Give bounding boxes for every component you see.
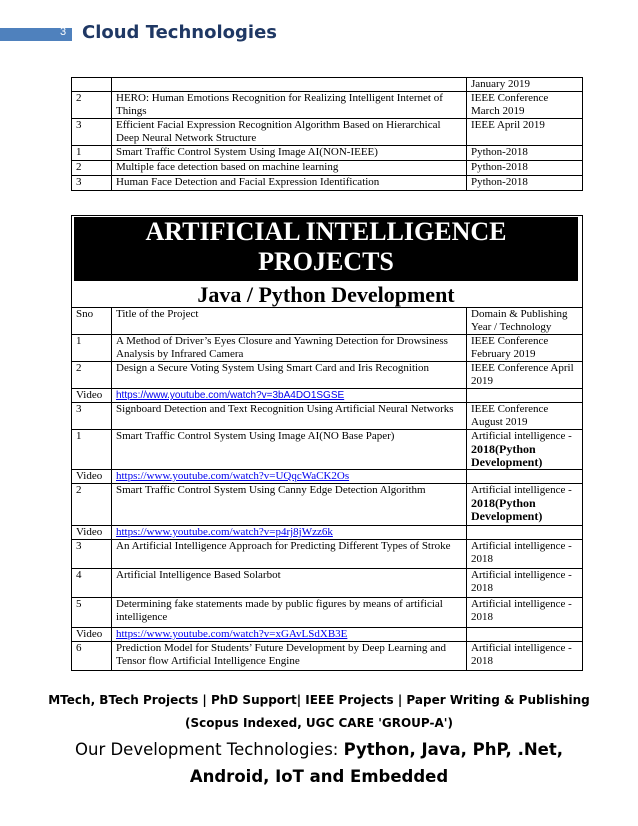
header-sno: Sno	[72, 308, 112, 335]
domain-cell: IEEE Conference April 2019	[467, 362, 583, 389]
sno-cell: 2	[72, 92, 112, 119]
title-cell: Efficient Facial Expression Recognition Algorithm Based on Hierarchical Deep Neural Network Structure	[112, 119, 467, 146]
domain-cell	[467, 484, 583, 526]
sno-cell: 2	[72, 161, 112, 176]
page-number: 3	[60, 26, 67, 38]
title-cell: Multiple face detection based on machine learning	[112, 161, 467, 176]
domain-cell: January 2019	[467, 78, 583, 92]
table-row	[72, 598, 583, 628]
domain-cell: Artificial intelligence - 2018	[467, 540, 583, 569]
domain-cell: Artificial intelligence - 2018	[467, 569, 583, 598]
header-title: Title of the Project	[112, 308, 467, 335]
title-cell: Signboard Detection and Text Recognition Using Artificial Neural Networks	[112, 403, 467, 430]
table-row	[72, 569, 583, 598]
continued-project-table	[71, 77, 583, 191]
sno-cell: 4	[72, 569, 112, 598]
table-row	[72, 78, 583, 92]
domain-bold-text: 2018(Python Development)	[471, 442, 543, 469]
footer-technologies-list: Python, Java, PhP, .Net,	[343, 740, 563, 759]
sno-cell: 5	[72, 598, 112, 628]
table-row	[72, 335, 583, 362]
section-banner	[74, 217, 578, 281]
ai-projects-table	[71, 307, 583, 671]
page-header	[0, 22, 638, 46]
section-subtitle: Java / Python Development	[197, 282, 455, 307]
domain-text: Artificial intelligence -	[471, 430, 572, 442]
sno-cell: Video	[72, 526, 112, 540]
document-title: Cloud Technologies	[82, 22, 277, 43]
sno-cell: 6	[72, 642, 112, 671]
domain-cell	[467, 389, 583, 403]
table-row	[72, 484, 583, 526]
footer-technologies-prefix: Our Development Technologies:	[75, 740, 344, 759]
domain-bold-text: 2018(Python Development)	[471, 496, 543, 523]
table-row	[72, 119, 583, 146]
video-row	[72, 628, 583, 642]
domain-cell: Python-2018	[467, 161, 583, 176]
sno-cell: Video	[72, 389, 112, 403]
title-cell: A Method of Driver’s Eyes Closure and Yawning Detection for Drowsiness Analysis by Infrared Camera	[112, 335, 467, 362]
video-link[interactable]: https://www.youtube.com/watch?v=p4rj8jWzz6k	[116, 526, 333, 538]
sno-cell: 1	[72, 430, 112, 470]
link-cell	[112, 628, 467, 642]
title-cell: Determining fake statements made by public figures by means of artificial intelligence	[112, 598, 467, 628]
video-row	[72, 389, 583, 403]
sno-cell: 1	[72, 146, 112, 161]
title-cell: HERO: Human Emotions Recognition for Realizing Intelligent Internet of Things	[112, 92, 467, 119]
domain-cell: Python-2018	[467, 176, 583, 191]
title-cell: Human Face Detection and Facial Expression Identification	[112, 176, 467, 191]
sno-cell: 3	[72, 176, 112, 191]
title-cell: Artificial Intelligence Based Solarbot	[112, 569, 467, 598]
banner-line-2: PROJECTS	[258, 247, 394, 276]
sno-cell: Video	[72, 628, 112, 642]
table-row	[72, 146, 583, 161]
banner-line-1: ARTIFICIAL INTELLIGENCE	[145, 217, 507, 246]
domain-text: Artificial intelligence -	[471, 484, 572, 496]
domain-cell	[467, 526, 583, 540]
table-row	[72, 161, 583, 176]
table-row	[72, 430, 583, 470]
title-cell: Smart Traffic Control System Using Image AI(NO Base Paper)	[112, 430, 467, 470]
footer-technologies-continued: Android, IoT and Embedded	[189, 767, 449, 786]
domain-cell: IEEE April 2019	[467, 119, 583, 146]
domain-cell	[467, 628, 583, 642]
title-cell	[112, 78, 467, 92]
domain-cell: IEEE Conference August 2019	[467, 403, 583, 430]
link-cell	[112, 470, 467, 484]
link-cell	[112, 389, 467, 403]
table-row	[72, 362, 583, 389]
domain-cell: IEEE Conference March 2019	[467, 92, 583, 119]
domain-cell: IEEE Conference February 2019	[467, 335, 583, 362]
title-cell: Smart Traffic Control System Using Image AI(NON-IEEE)	[112, 146, 467, 161]
title-cell: Smart Traffic Control System Using Canny Edge Detection Algorithm	[112, 484, 467, 526]
table-row	[72, 642, 583, 671]
table-row	[72, 540, 583, 569]
domain-cell	[467, 430, 583, 470]
footer-technologies	[0, 740, 638, 759]
header-domain: Domain & Publishing Year / Technology	[467, 308, 583, 335]
domain-cell: Artificial intelligence - 2018	[467, 642, 583, 671]
table-row	[72, 403, 583, 430]
sno-cell: 2	[72, 362, 112, 389]
title-cell: An Artificial Intelligence Approach for Predicting Different Types of Stroke	[112, 540, 467, 569]
video-row	[72, 470, 583, 484]
title-cell: Design a Secure Voting System Using Smart Card and Iris Recognition	[112, 362, 467, 389]
video-link[interactable]: https://www.youtube.com/watch?v=UQqcWaCK2Os	[116, 470, 350, 482]
link-cell	[112, 526, 467, 540]
footer-indexing: (Scopus Indexed, UGC CARE 'GROUP-A')	[185, 716, 453, 730]
video-row	[72, 526, 583, 540]
sno-cell: 3	[72, 540, 112, 569]
table-header-row	[72, 308, 583, 335]
video-link[interactable]: https://www.youtube.com/watch?v=3bA4DO1SGSE	[116, 390, 345, 401]
sno-cell: 2	[72, 484, 112, 526]
domain-cell: Artificial intelligence - 2018	[467, 598, 583, 628]
domain-cell	[467, 470, 583, 484]
title-cell: Prediction Model for Students’ Future Development by Deep Learning and Tensor flow Artificial Intelligence Engine	[112, 642, 467, 671]
sno-cell: Video	[72, 470, 112, 484]
video-link[interactable]: https://www.youtube.com/watch?v=xGAvLSdXB3E	[116, 628, 348, 640]
domain-cell: Python-2018	[467, 146, 583, 161]
sno-cell: 1	[72, 335, 112, 362]
table-row	[72, 92, 583, 119]
footer-services: MTech, BTech Projects | PhD Support| IEEE Projects | Paper Writing & Publishing	[48, 693, 590, 707]
table-row	[72, 176, 583, 191]
sno-cell: 3	[72, 403, 112, 430]
sno-cell: 3	[72, 119, 112, 146]
sno-cell	[72, 78, 112, 92]
